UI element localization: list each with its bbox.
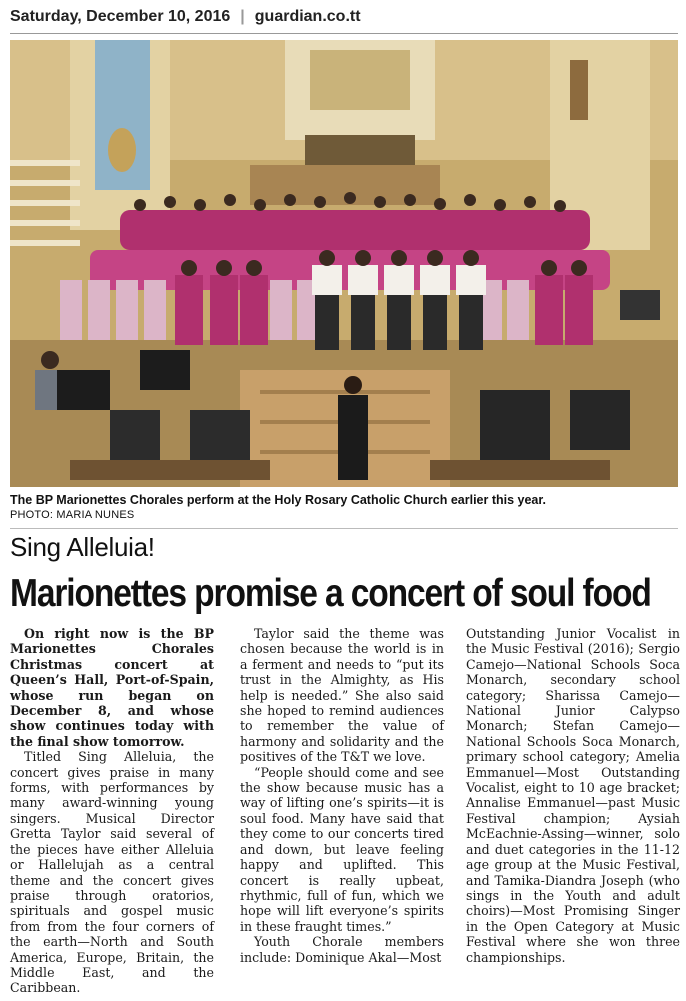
lead-paragraph: On right now is the BP Marionettes Chorales Christmas concert at Queen’s Hall, Port-of-Spain, whose run began on December 8, and whose show continues today with the final show tomorrow. [10, 626, 214, 749]
issue-date: Saturday, December 10, 2016 [10, 8, 231, 25]
body-paragraph: Titled Sing Alleluia, the concert gives praise in many forms, with performances by many award-winning young singers. Musical Director Gretta Taylor said several of the pieces have either Alleluia or Hallelujah as a central theme and the concert gives praise through oratorios, spirituals and gospel music from from the four corners of the earth—North and South America, Europe, Britain, the Middle East, and the Caribbean. [10, 749, 214, 996]
column-1 [10, 626, 214, 996]
headline: Marionettes promise a concert of soul food [10, 572, 651, 615]
masthead [10, 8, 678, 30]
caption-rule [10, 528, 678, 529]
kicker: Sing Alleluia! [10, 532, 155, 562]
body-paragraph: “People should come and see the show because music has a way of lifting one’s spirits—it is soul food. Many have said that they come to our concerts tired and down, but leave feeling happy and uplifted. This concert is really upbeat, rhythmic, full of fun, which we hope will lift everyone’s spirits in these fraught times.” [240, 764, 444, 934]
choir-photo [10, 40, 678, 487]
column-2 [240, 626, 444, 965]
site-name: guardian.co.tt [254, 8, 361, 25]
masthead-separator: | [240, 8, 245, 25]
masthead-rule [10, 33, 678, 34]
photo-caption [10, 492, 678, 522]
body-paragraph: Taylor said the theme was chosen because the world is in a ferment and needs to “put its trust in the Almighty, as His help is needed.” She also said she hoped to remind audiences to remember the value of harmony and solidarity and the positives of the T&T we love. [240, 626, 444, 765]
body-paragraph: Outstanding Junior Vocalist in the Music Festival (2016); Sergio Camejo—National Schools Soca Monarch, secondary school category; Sharissa Camejo—National Junior Calypso Monarch; Stefan Camejo—National Schools Soca Monarch, primary school category; Amelia Emmanuel—Most Outstanding Vocalist, eight to 10 age bracket; Annalise Emmanuel—past Music Festival champion; Aysiah McEachnie-Assing—winner, solo and duet categories in the 11-12 age group at the Music Festival, and Tamika-Diandra Joseph (who sings in the Youth and adult choirs)—Most Promising Singer in the Open Category at Music Festival where she won three championships. [466, 626, 680, 965]
column-3 [466, 626, 680, 965]
body-paragraph: Youth Chorale members include: Dominique Akal—Most [240, 934, 444, 965]
caption-text: The BP Marionettes Chorales perform at the Holy Rosary Catholic Church earlier this year. [10, 493, 547, 507]
photo-credit: PHOTO: MARIA NUNES [10, 509, 135, 521]
